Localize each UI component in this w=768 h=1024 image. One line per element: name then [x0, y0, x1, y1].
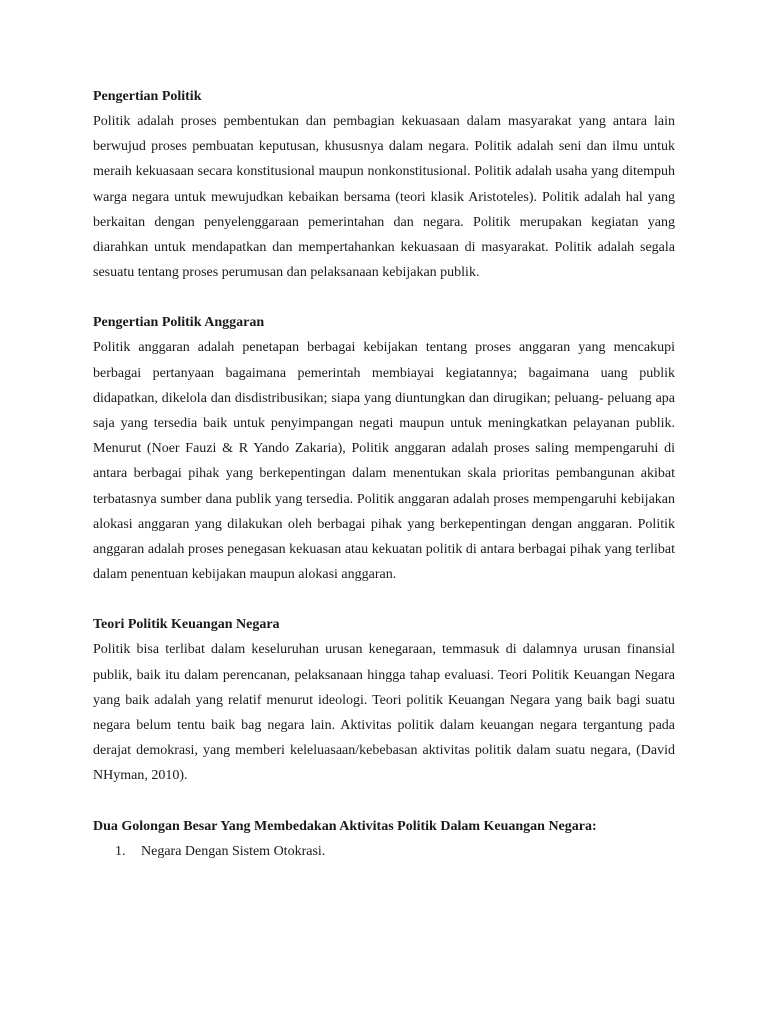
- section-heading: Teori Politik Keuangan Negara: [93, 617, 280, 633]
- section-paragraph: Politik bisa terlibat dalam keseluruhan urusan kenegaraan, temmasuk di dalamnya urusan finansial publik, baik itu dalam perencanan, pelaksanaan hingga tahap evaluasi. Teori Politik Keuangan Negara yang baik adalah yang relatif menurut ideologi. Teori politik Keuangan Negara yang baik bagi suatu negara belum tentu baik bag negara lain. Aktivitas politik dalam keuangan negara tergantung pada derajat demokrasi, yang memberi keleluasaan/kebebasan aktivitas politik dalam suatu negara, (David NHyman, 2010).: [93, 642, 675, 784]
- list-item-number: 1.: [115, 843, 126, 859]
- section-paragraph: Politik anggaran adalah penetapan berbagai kebijakan tentang proses anggaran yang mencakupi berbagai pertanyaan bagaimana pemerintah membiayai kegiatannya; bagaimana uang publik didapatkan, dikelola dan disdistribusikan; siapa yang diuntungkan dan dirugikan; peluang- peluang apa saja yang tersedia baik untuk penyimpangan negati maupun untuk meningkatkan pelayanan publik. Menurut (Noer Fauzi & R Yando Zakaria), Politik anggaran adalah proses saling mempengaruhi di antara berbagai pihak yang berkepentingan dalam menentukan skala prioritas pembangunan akibat terbatasnya sumber dana publik yang tersedia. Politik anggaran adalah proses mempengaruhi kebijakan alokasi anggaran yang dilakukan oleh berbagai pihak yang berkepentingan dengan anggaran. Politik anggaran adalah proses penegasan kekuasan atau kekuatan politik di antara berbagai pihak yang terlibat dalam penentuan kebijakan maupun alokasi anggaran.: [93, 340, 675, 583]
- document-page: [93, 84, 675, 864]
- section-teori-politik-keuangan: [93, 612, 675, 788]
- list-item-text: Negara Dengan Sistem Otokrasi.: [141, 843, 326, 859]
- section-paragraph: Politik adalah proses pembentukan dan pembagian kekuasaan dalam masyarakat yang antara lain berwujud proses pembuatan keputusan, khususnya dalam negara. Politik adalah seni dan ilmu untuk meraih kekuasaan secara konstitusional maupun nonkonstitusional. Politik adalah usaha yang ditempuh warga negara untuk mewujudkan kebaikan bersama (teori klasik Aristoteles). Politik adalah hal yang berkaitan dengan penyelenggaraan pemerintahan dan negara. Politik merupakan kegiatan yang diarahkan untuk mendapatkan dan mempertahankan kekuasaan di masyarakat. Politik adalah segala sesuatu tentang proses perumusan dan pelaksanaan kebijakan publik.: [93, 114, 675, 281]
- section-dua-golongan: [93, 814, 675, 864]
- numbered-list: [93, 839, 675, 864]
- list-item: [93, 839, 675, 864]
- section-pengertian-politik: [93, 84, 675, 285]
- section-politik-anggaran: [93, 310, 675, 587]
- section-heading: Dua Golongan Besar Yang Membedakan Aktivitas Politik Dalam Keuangan Negara:: [93, 818, 597, 834]
- section-heading: Pengertian Politik: [93, 89, 202, 104]
- section-heading: Pengertian Politik Anggaran: [93, 315, 265, 331]
